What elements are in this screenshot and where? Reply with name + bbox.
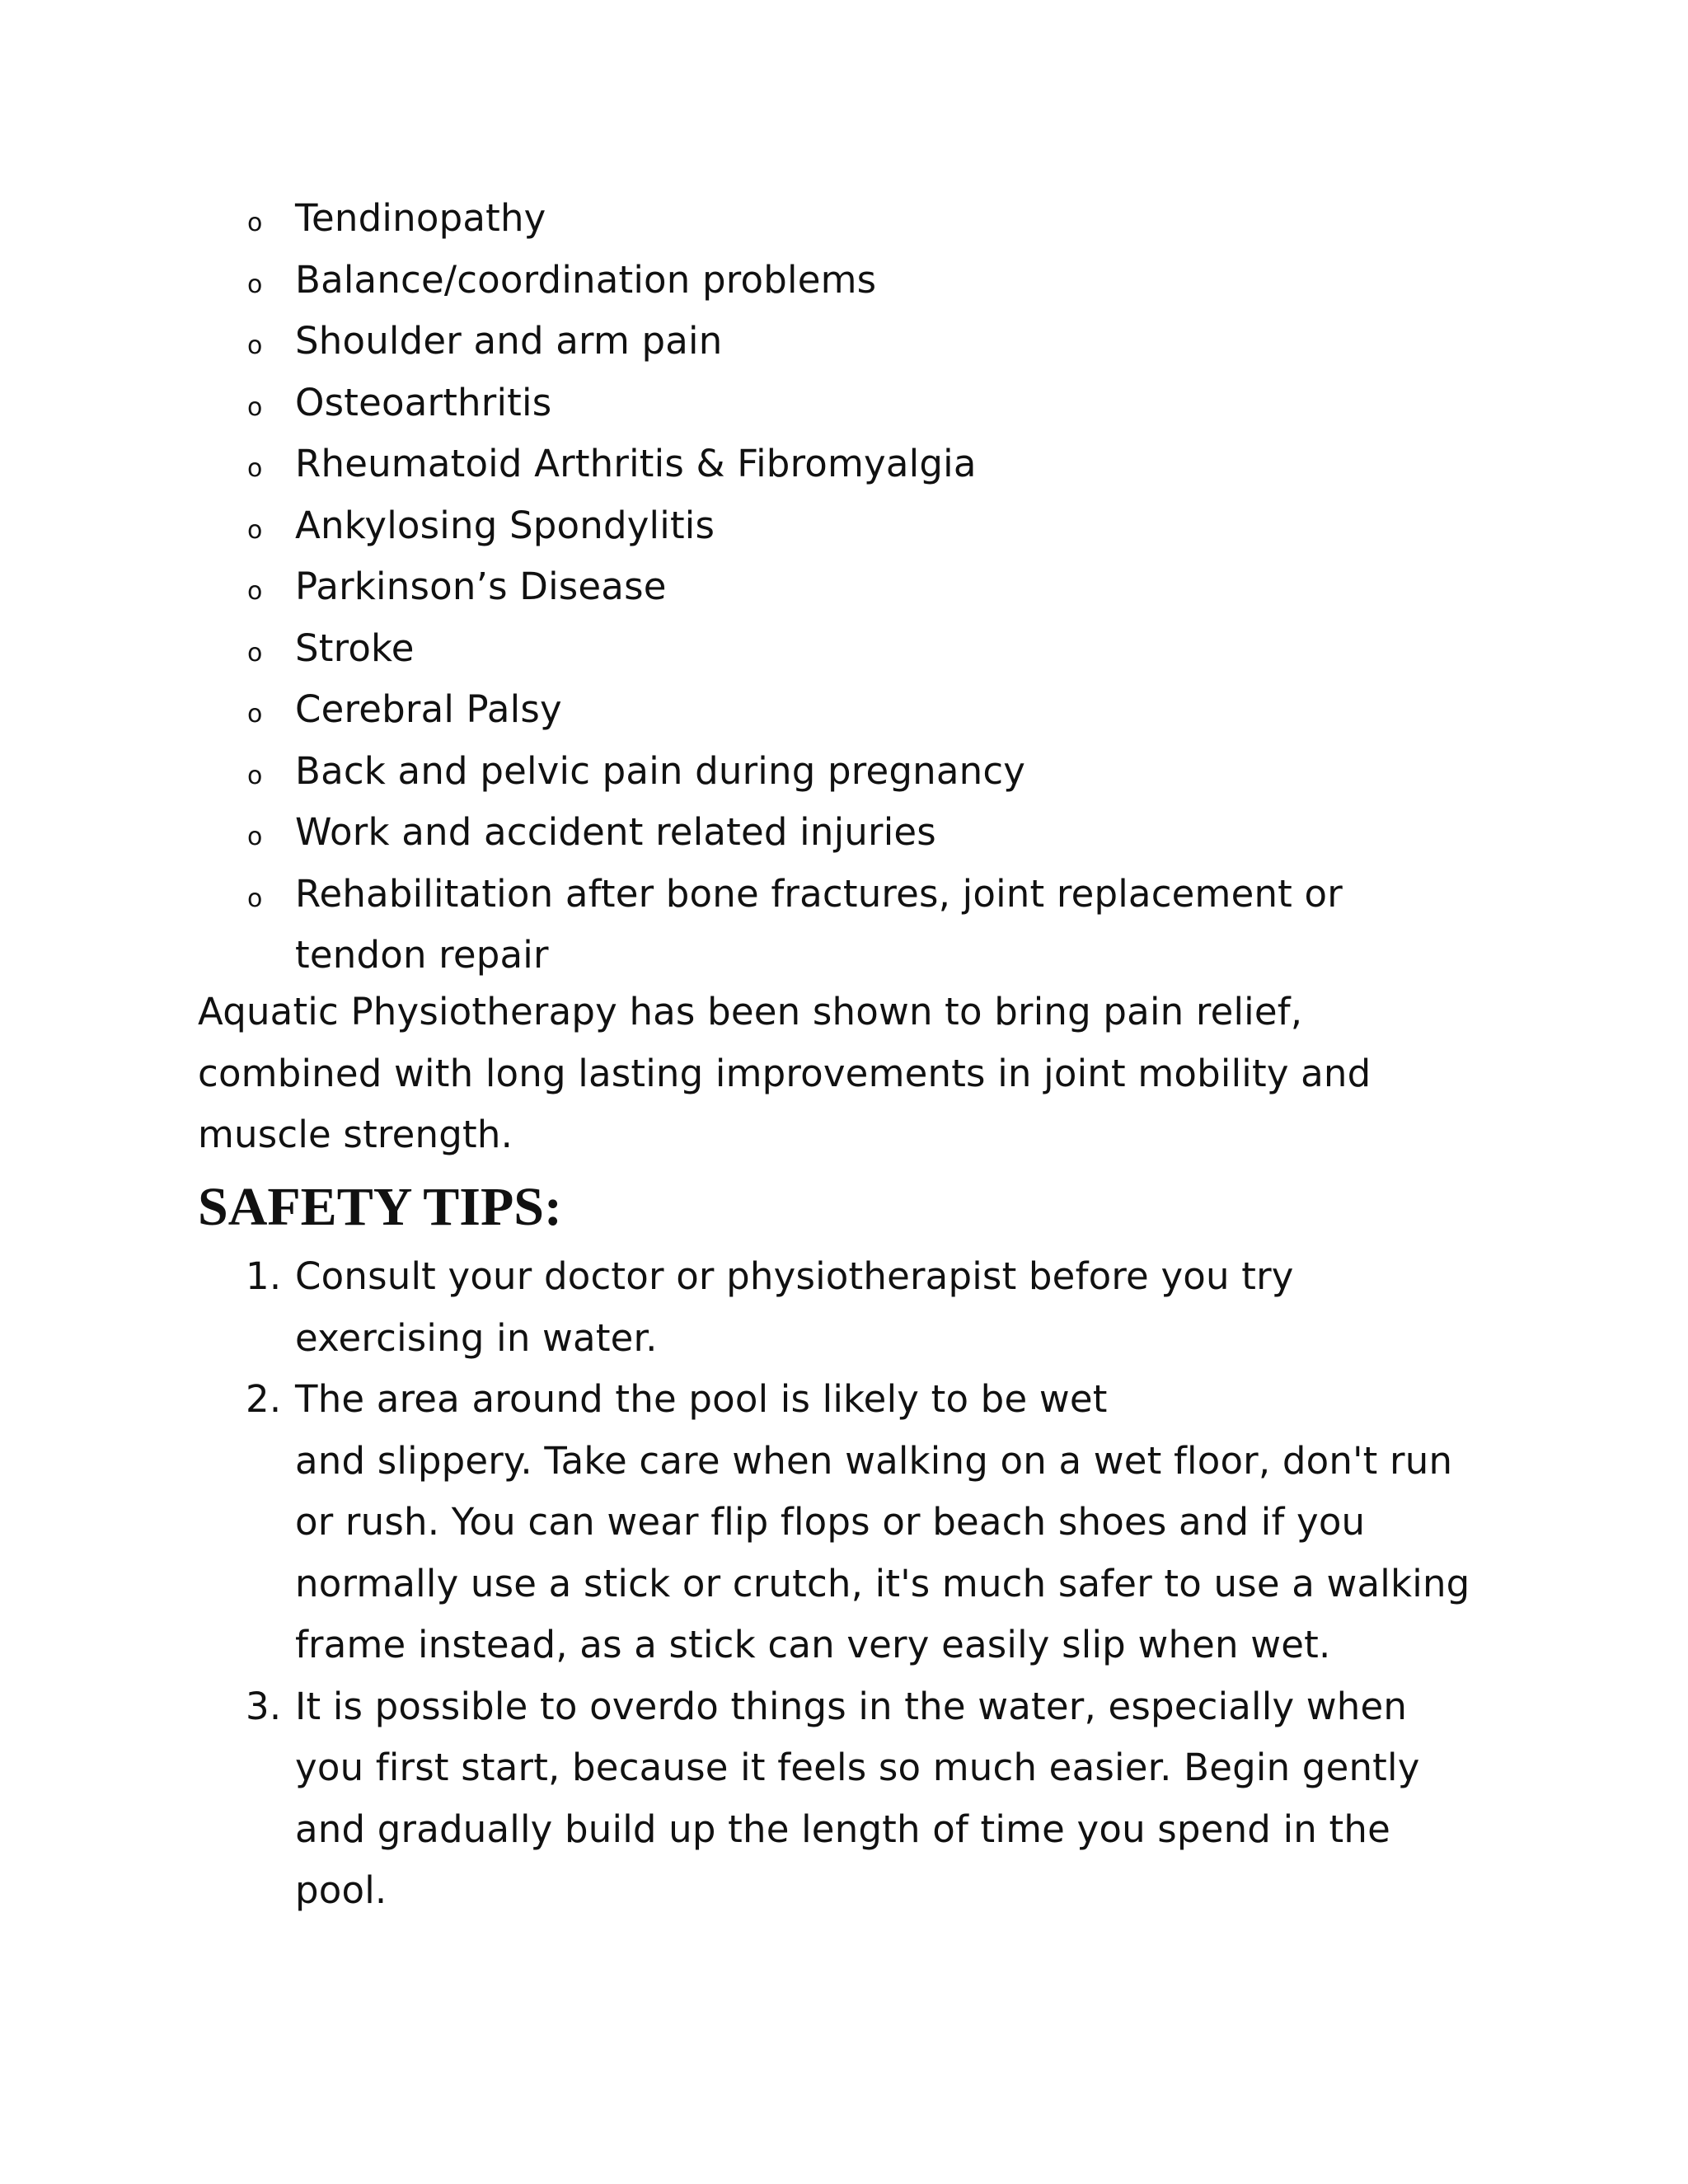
list-item [0, 802, 1465, 864]
safety-tip [0, 1246, 1474, 1369]
bullet-icon: o [247, 761, 263, 790]
bullet-icon: o [247, 577, 263, 606]
list-item [0, 741, 1465, 803]
condition-text: Rheumatoid Arthritis & Fibromyalgia [295, 442, 977, 485]
bullet-icon: o [247, 209, 263, 237]
list-item [0, 250, 1465, 312]
conditions-list [0, 188, 1688, 987]
condition-text: Work and accident related injuries [295, 810, 936, 854]
condition-text: Stroke [295, 626, 415, 670]
list-item [0, 618, 1465, 680]
safety-tip [0, 1369, 1474, 1676]
tip-number: 2. [246, 1377, 282, 1421]
bullet-icon: o [247, 883, 263, 913]
tip-number: 3. [246, 1684, 282, 1728]
safety-tips-list [0, 1246, 1688, 1922]
bullet-icon: o [247, 392, 263, 422]
list-item [0, 495, 1465, 557]
bullet-icon: o [247, 515, 263, 545]
condition-text: Shoulder and arm pain [295, 319, 723, 363]
list-item [0, 373, 1465, 434]
summary-paragraph: Aquatic Physiotherapy has been shown to bring pain relief, combined with long lasting improvements in joint mobility and muscle strength. [198, 990, 1372, 1156]
list-item [0, 864, 1465, 987]
bullet-icon: o [247, 700, 263, 729]
list-item [0, 188, 1465, 250]
condition-text: Back and pelvic pain during pregnancy [295, 748, 1026, 793]
bullet-icon: o [247, 638, 263, 668]
list-item [0, 556, 1465, 618]
list-item [0, 679, 1465, 741]
condition-text: Rehabilitation after bone fractures, joint replacement or tendon repair [295, 871, 1343, 977]
condition-text: Tendinopathy [295, 196, 546, 240]
tip-text: It is possible to overdo things in the water, especially when you first start, because it feels so much easier. Begin gently and gradually build up the length of time you spend in the pool. [295, 1684, 1420, 1912]
condition-text: Balance/coordination problems [295, 257, 877, 302]
tip-first-line: The area around the pool is likely to be wet [295, 1377, 1108, 1421]
tip-number: 1. [246, 1254, 282, 1298]
bullet-icon: o [247, 331, 263, 360]
condition-text: Ankylosing Spondylitis [295, 503, 715, 547]
list-item [0, 434, 1465, 495]
bullet-icon: o [247, 269, 263, 299]
condition-text: Osteoarthritis [295, 380, 552, 424]
condition-text: Parkinson’s Disease [295, 565, 667, 608]
tip-text: Consult your doctor or physiotherapist before you try exercising in water. [295, 1254, 1294, 1360]
condition-text: Cerebral Palsy [295, 687, 562, 731]
list-item [0, 311, 1465, 373]
tip-text: and slippery. Take care when walking on a wet floor, don't run or rush. You can wear flip flops or beach shoes and if you normally use a stick or crutch, it's much safer to use a walking frame instead, as a stick can very easily slip when wet. [295, 1438, 1470, 1666]
safety-tips-heading: SAFETY TIPS: [198, 1177, 562, 1237]
safety-tip [0, 1676, 1474, 1922]
bullet-icon: o [247, 823, 263, 851]
bullet-icon: o [247, 454, 263, 483]
